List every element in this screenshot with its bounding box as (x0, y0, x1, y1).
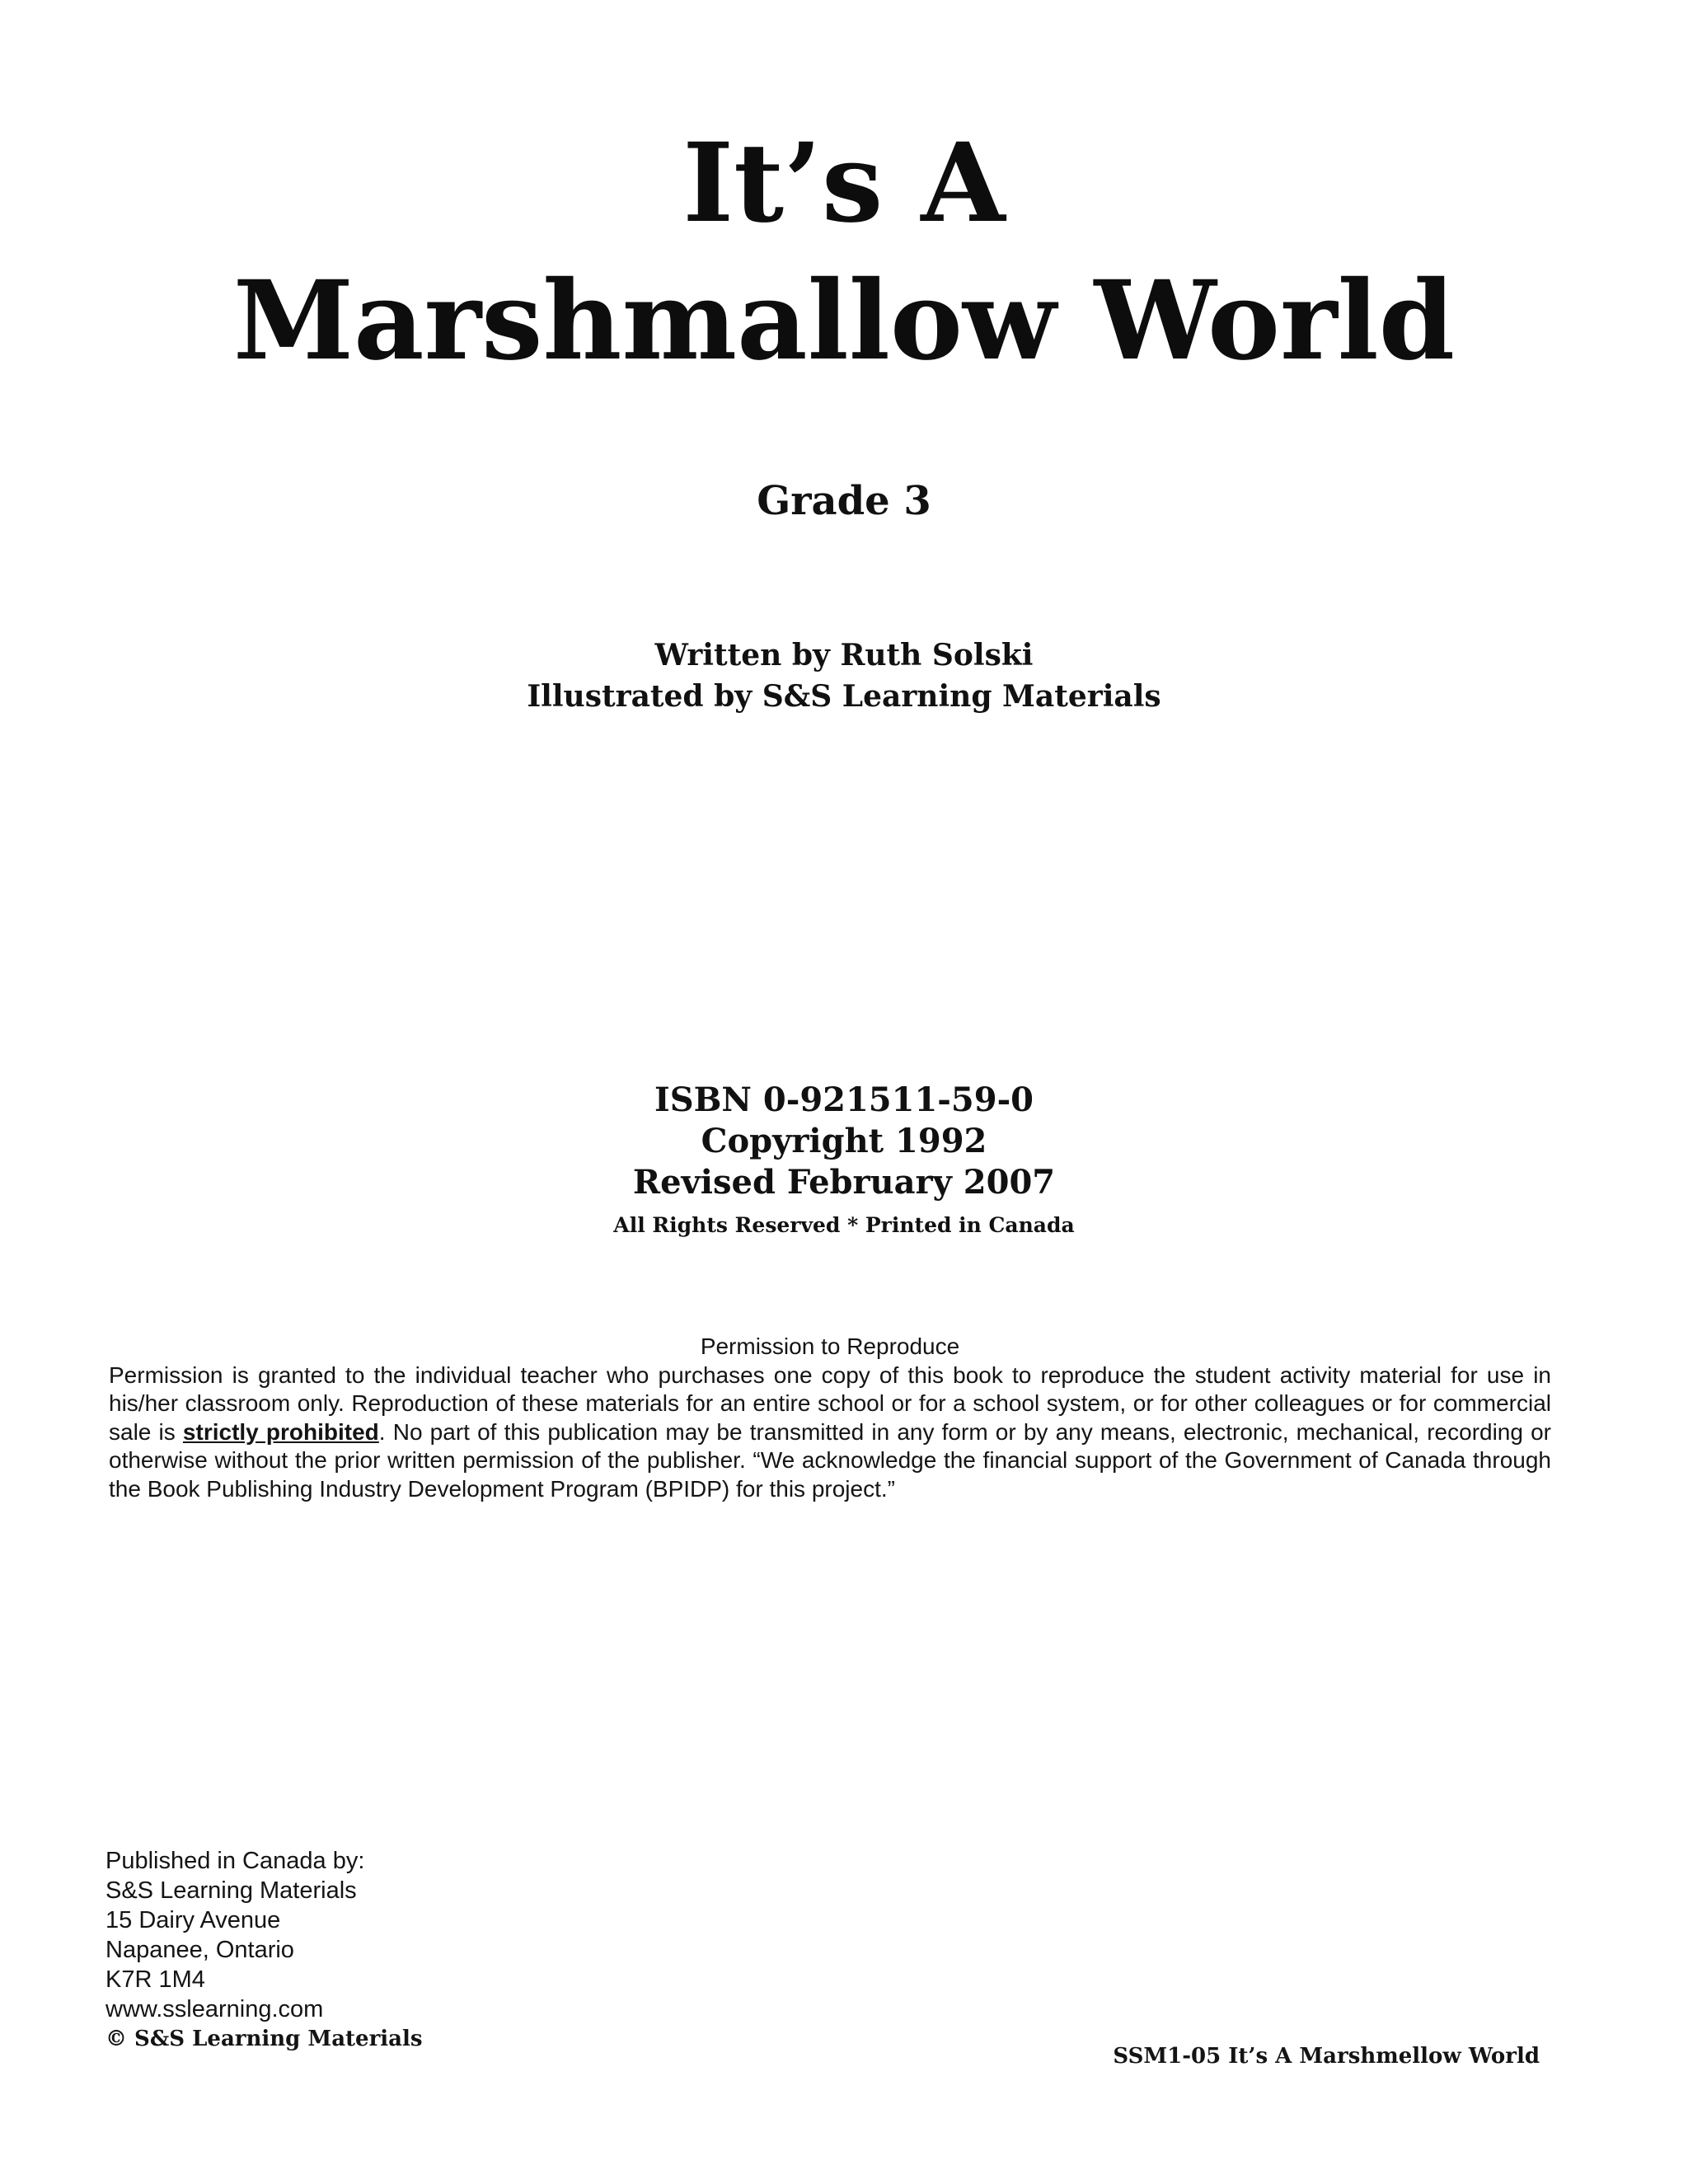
isbn: ISBN 0-921511-59-0 (654, 1080, 1034, 1119)
publisher-address (106, 1846, 423, 2054)
permission-heading: Permission to Reproduce (700, 1333, 960, 1359)
rights-notice: All Rights Reserved * Printed in Canada (613, 1213, 1075, 1237)
publisher-postal-code: K7R 1M4 (106, 1966, 205, 1993)
revision-date: Revised February 2007 (632, 1163, 1056, 1202)
grade-level: Grade 3 (757, 478, 931, 524)
permission-notice (109, 1333, 1551, 1503)
copyright-year: Copyright 1992 (701, 1122, 987, 1160)
permission-text (109, 1361, 1551, 1504)
publisher-street: 15 Dairy Avenue (106, 1907, 281, 1933)
permission-text-part-2: . No part of this publication may be transmitted in any form or by any means, electronic, mechanical, recording or otherwise without the prior written permission of the publisher. “We acknowledge the financial support of the Government of Canada through the Book Publishing Industry Development Program (BPIDP) for this project.” (109, 1418, 1552, 1502)
publisher-label: Published in Canada by: (106, 1848, 365, 1874)
product-code-footer: SSM1-05 It’s A Marshmellow World (1113, 2044, 1540, 2069)
publisher-name: S&S Learning Materials (106, 1877, 357, 1904)
publisher-city: Napanee, Ontario (106, 1937, 294, 1963)
author-credit: Written by Ruth Solski (654, 638, 1034, 673)
permission-text-part-1: Permission is granted to the individual teacher who purchases one copy of this book to reproduce the student activity material for use in his/her classroom only. Reproduction of these materials for an entire school or for a school system, or for other colleagues or for commercial sale is (109, 1361, 1551, 1445)
book-title-line-2: Marshmallow World (232, 257, 1456, 385)
illustrator-credit: Illustrated by S&S Learning Materials (527, 679, 1161, 714)
publisher-copyright: © S&S Learning Materials (106, 2027, 423, 2051)
credits (0, 635, 1688, 717)
publisher-website: www.sslearning.com (106, 1996, 324, 2022)
permission-emphasis: strictly prohibited (182, 1418, 379, 1445)
publication-info (0, 1080, 1688, 1244)
book-title (0, 115, 1688, 391)
book-title-line-1: It’s A (682, 120, 1006, 247)
